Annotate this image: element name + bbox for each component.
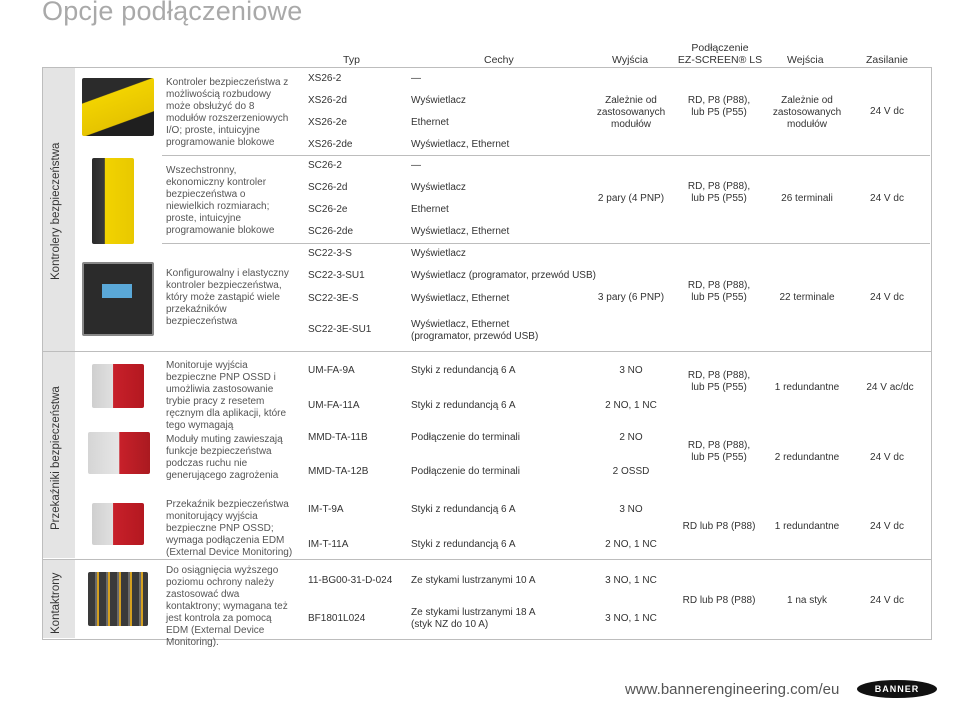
group1-row2-typ: XS26-2d — [308, 95, 347, 106]
group3-row1-cechy: Wyświetlacz — [411, 248, 466, 259]
section-label-kontaktrony: Kontaktrony — [50, 572, 62, 634]
group2-row2-typ: SC26-2d — [308, 182, 348, 193]
group1-row3-cechy: Ethernet — [411, 117, 449, 128]
group2-podlaczenie: RD, P8 (P88), lub P5 (P55) — [687, 181, 751, 204]
group3-podlaczenie: RD, P8 (P88), lub P5 (P55) — [687, 280, 751, 303]
group6-row1-cechy: Styki z redundancją 6 A — [411, 504, 516, 515]
group3-row1-typ: SC22-3-S — [308, 248, 352, 259]
group3-row2-cechy: Wyświetlacz (programator, przewód USB) — [411, 270, 596, 281]
divider — [162, 155, 930, 156]
group1-row1-cechy: — — [411, 73, 421, 84]
group2-row1-typ: SC26-2 — [308, 160, 342, 171]
group1-wejscia: Zależnie od zastosowanych modułów — [772, 95, 842, 130]
group6-row2-wyjscia: 2 NO, 1 NC — [605, 539, 657, 550]
group5-row2-wyjscia: 2 OSSD — [612, 466, 650, 477]
page-title: Opcje podłączeniowe — [42, 0, 303, 26]
group2-wyjscia: 2 pary (4 PNP) — [597, 193, 665, 204]
group4-row1-cechy: Styki z redundancją 6 A — [411, 365, 516, 376]
group4-description: Monitoruje wyjścia bezpieczne PNP OSSD i umożliwia zastosowanie trybie pracy z resetem ręcznym dla aplikacji, które tego wymagają — [166, 360, 287, 431]
controller-sc26-image — [92, 158, 134, 244]
group2-wejscia: 26 terminali — [781, 193, 833, 204]
group3-row4-typ: SC22-3E-SU1 — [308, 324, 372, 335]
group1-description: Kontroler bezpieczeństwa z możliwością rozbudowy może obsłużyć do 8 modułów rozszerzeniowych I/O; proste, intuicyjne programowanie blokowe — [166, 77, 289, 148]
footer-url[interactable]: www.bannerengineering.com/eu — [625, 681, 840, 698]
group7-row1-wyjscia: 3 NO, 1 NC — [605, 575, 657, 586]
group3-wyjscia: 3 pary (6 PNP) — [597, 292, 665, 303]
header-zasilanie: Zasilanie — [866, 54, 909, 66]
group2-row3-cechy: Ethernet — [411, 204, 449, 215]
group4-zasilanie: 24 V ac/dc — [866, 382, 914, 393]
group3-row4-cechy: Wyświetlacz, Ethernet (programator, przewód USB) — [411, 319, 539, 342]
group5-zasilanie: 24 V dc — [870, 452, 904, 463]
group7-description: Do osiągnięcia wyższego poziomu ochrony należy zastosować dwa kontaktrony; wymagana też jest kontrola za pomocą EDM (External Device Monitoring). — [166, 565, 288, 648]
group2-zasilanie: 24 V dc — [870, 193, 904, 204]
group6-row1-typ: IM-T-9A — [308, 504, 344, 515]
group5-row1-typ: MMD-TA-11B — [308, 432, 368, 443]
group1-row3-typ: XS26-2e — [308, 117, 347, 128]
group6-wejscia: 1 redundantne — [774, 521, 840, 532]
group6-row2-typ: IM-T-11A — [308, 539, 349, 550]
header-podlaczenie-line1: Podłączenie — [691, 42, 749, 54]
group6-row1-wyjscia: 3 NO — [619, 504, 643, 515]
group7-zasilanie: 24 V dc — [870, 595, 904, 606]
group5-description: Moduły muting zawieszają funkcje bezpieczeństwa podczas ruchu nie generującego zagrożenia — [166, 434, 283, 481]
group3-wejscia: 22 terminale — [779, 292, 835, 303]
group5-row1-wyjscia: 2 NO — [619, 432, 643, 443]
group5-row2-cechy: Podłączenie do terminali — [411, 466, 520, 477]
group2-row3-typ: SC26-2e — [308, 204, 348, 215]
group3-row3-typ: SC22-3E-S — [308, 293, 359, 304]
group2-row4-cechy: Wyświetlacz, Ethernet — [411, 226, 510, 237]
group7-row1-typ: 11-BG00-31-D-024 — [308, 575, 393, 586]
group1-row2-cechy: Wyświetlacz — [411, 95, 466, 106]
group3-zasilanie: 24 V dc — [870, 292, 904, 303]
group1-row1-typ: XS26-2 — [308, 73, 342, 84]
group4-wejscia: 1 redundantne — [774, 382, 840, 393]
display-screen — [102, 284, 132, 298]
group7-row2-cechy: Ze stykami lustrzanymi 18 A (styk NZ do 10 A) — [411, 607, 535, 630]
controller-sc22-image — [82, 262, 154, 336]
section-label-przekazniki: Przekaźniki bezpieczeństwa — [50, 386, 62, 530]
group5-row1-cechy: Podłączenie do terminali — [411, 432, 520, 443]
section-label-kontrolery: Kontrolery bezpieczeństwa — [50, 142, 62, 280]
group4-row2-wyjscia: 2 NO, 1 NC — [605, 400, 657, 411]
group1-zasilanie: 24 V dc — [870, 106, 904, 117]
group4-row2-cechy: Styki z redundancją 6 A — [411, 400, 516, 411]
relay-im-t-image — [92, 503, 144, 545]
group6-row2-cechy: Styki z redundancją 6 A — [411, 539, 516, 550]
group6-description: Przekaźnik bezpieczeństwa monitorujący wyjścia bezpieczne PNP OSSD; wymaga podłączenia EDM (External Device Monitoring) — [166, 499, 293, 558]
contactor-image — [88, 572, 148, 626]
group1-row4-cechy: Wyświetlacz, Ethernet — [411, 139, 510, 150]
group1-podlaczenie: RD, P8 (P88), lub P5 (P55) — [687, 95, 751, 118]
divider — [162, 243, 930, 244]
group6-zasilanie: 24 V dc — [870, 521, 904, 532]
group4-row2-typ: UM-FA-11A — [308, 400, 360, 411]
group2-row2-cechy: Wyświetlacz — [411, 182, 466, 193]
group2-row1-cechy: — — [411, 160, 421, 171]
group4-podlaczenie: RD, P8 (P88), lub P5 (P55) — [687, 370, 751, 393]
group4-row1-typ: UM-FA-9A — [308, 365, 355, 376]
header-typ: Typ — [343, 54, 360, 66]
header-podlaczenie-line2: EZ-SCREEN® LS — [677, 54, 763, 66]
group6-podlaczenie: RD lub P8 (P88) — [682, 521, 756, 532]
group7-wejscia: 1 na styk — [786, 595, 828, 606]
header-wyjscia: Wyjścia — [612, 54, 649, 66]
group3-row2-typ: SC22-3-SU1 — [308, 270, 365, 281]
header-wejscia: Wejścia — [787, 54, 824, 66]
relay-um-fa-image — [92, 364, 144, 408]
group7-podlaczenie: RD lub P8 (P88) — [682, 595, 756, 606]
group3-description: Konfigurowalny i elastyczny kontroler bezpieczeństwa, który może zastąpić wiele przekaźników bezpieczeństwa — [166, 268, 289, 327]
group2-description: Wszechstronny, ekonomiczny kontroler bezpieczeństwa o niewielkich rozmiarach; proste, intuicyjne programowanie blokowe — [166, 165, 275, 236]
group7-row2-wyjscia: 3 NO, 1 NC — [605, 613, 657, 624]
relay-mmd-ta-image — [88, 432, 150, 474]
header-podlaczenie — [670, 42, 770, 66]
banner-logo: BANNER — [857, 680, 937, 698]
group7-row1-cechy: Ze stykami lustrzanymi 10 A — [411, 575, 536, 586]
group5-wejscia: 2 redundantne — [774, 452, 840, 463]
group1-wyjscia: Zależnie od zastosowanych modułów — [596, 95, 666, 130]
group2-row4-typ: SC26-2de — [308, 226, 354, 237]
group3-row3-cechy: Wyświetlacz, Ethernet — [411, 293, 510, 304]
group4-row1-wyjscia: 3 NO — [619, 365, 643, 376]
group7-row2-typ: BF1801L024 — [308, 613, 366, 624]
header-cechy: Cechy — [484, 54, 514, 66]
group5-row2-typ: MMD-TA-12B — [308, 466, 369, 477]
group5-podlaczenie: RD, P8 (P88), lub P5 (P55) — [687, 440, 751, 463]
controller-xs26-image — [82, 78, 154, 136]
group1-row4-typ: XS26-2de — [308, 139, 353, 150]
